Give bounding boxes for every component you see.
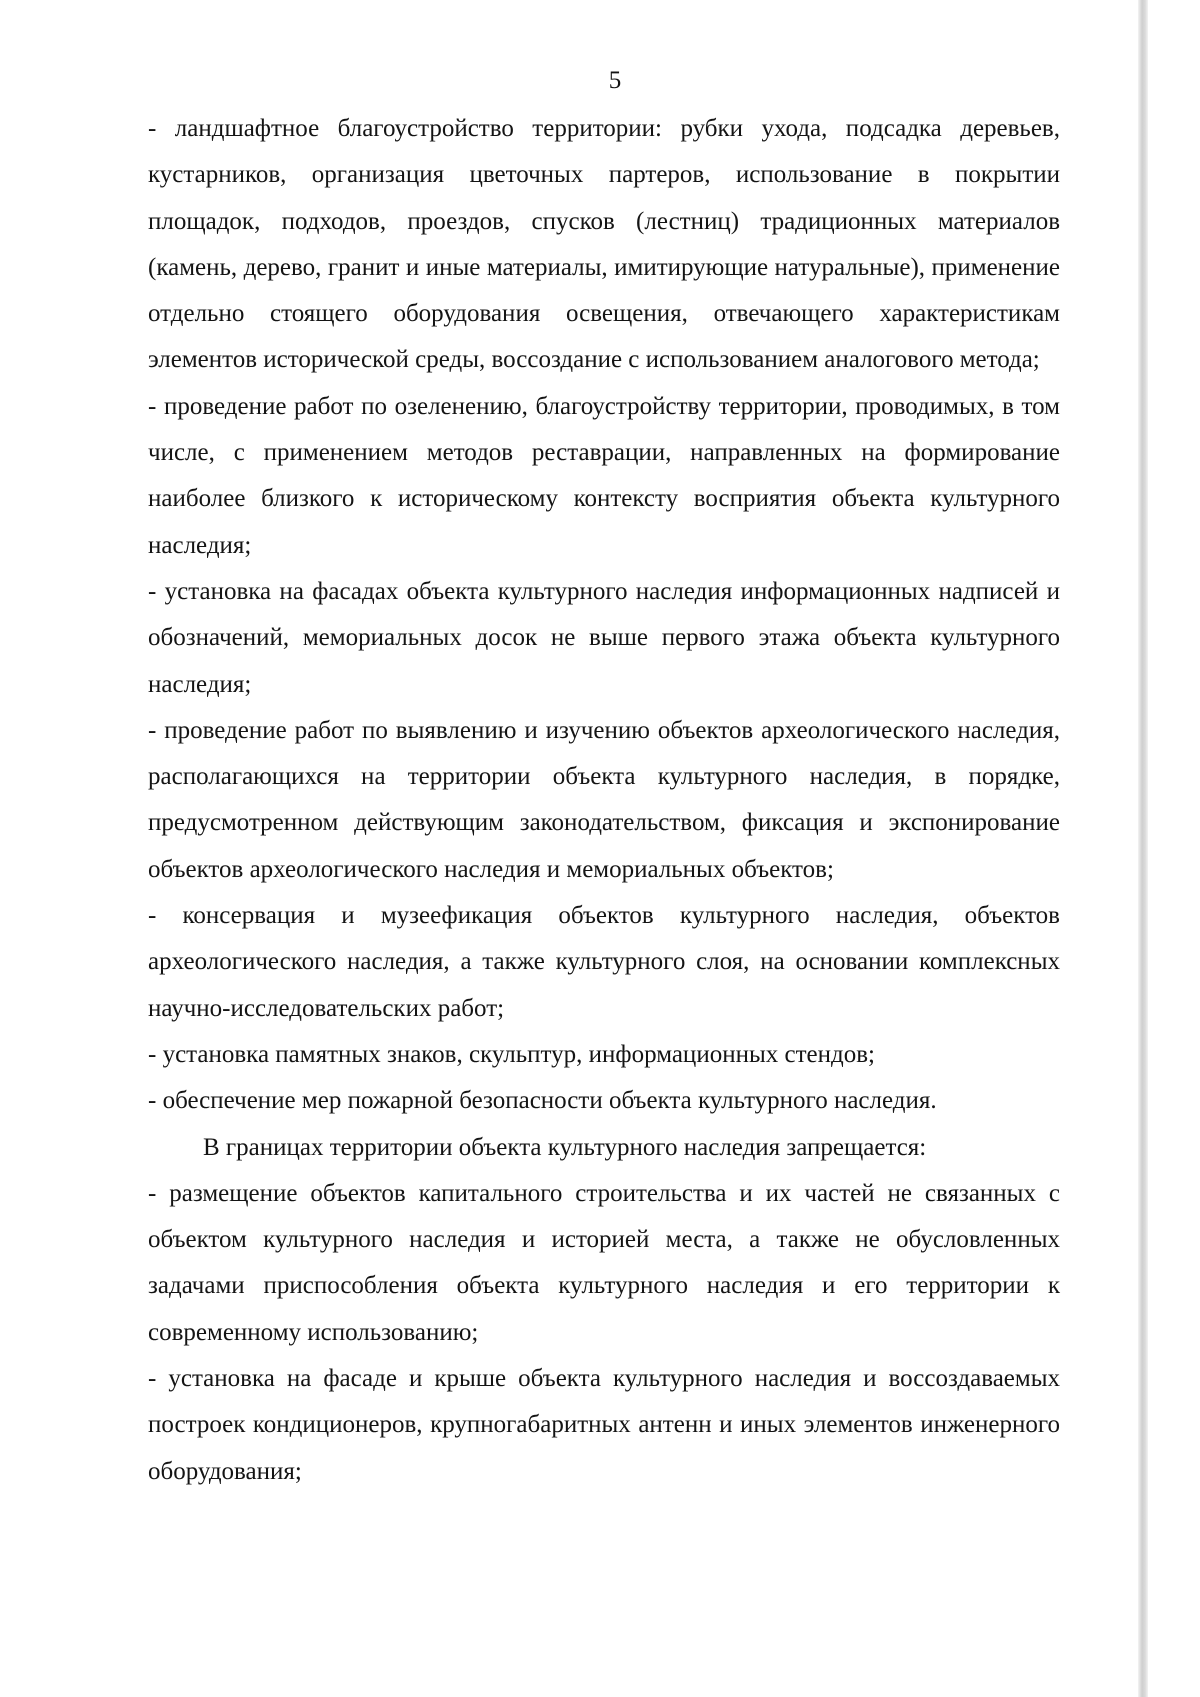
list-item-capital-construction: - размещение объектов капитального строительства и их частей не связанных с объектом культурного наследия и историей места, а также не обусловленных задачами приспособления объекта культурного наследия и его территории к современному использованию; xyxy=(148,1179,1060,1346)
section-heading-prohibited: В границах территории объекта культурного наследия запрещается: xyxy=(203,1133,927,1161)
page-edge-shadow xyxy=(1138,0,1148,1697)
list-item-archaeological-works: - проведение работ по выявлению и изучению объектов археологического наследия, располагающихся на территории объекта культурного наследия, в порядке, предусмотренном действующим законодательством, фиксация и экспонирование объектов археологического наследия и мемориальных объектов; xyxy=(148,716,1060,883)
list-item-landscaping: - ландшафтное благоустройство территории: рубки ухода, подсадка деревьев, кустарников, организация цветочных партеров, использование в покрытии площадок, подходов, проездов, спусков (лестниц) традиционных материалов (камень, дерево, гранит и иные материалы, имитирующие натуральные), применение отдельно стоящего оборудования освещения, отвечающего характеристикам элементов исторической среды, воссоздание с использованием аналогового метода; xyxy=(148,115,1060,374)
page-number: 5 xyxy=(608,67,622,94)
list-item-fire-safety: - обеспечение мер пожарной безопасности объекта культурного наследия. xyxy=(148,1087,937,1115)
list-item-memorial-signs: - установка памятных знаков, скульптур, информационных стендов; xyxy=(148,1040,875,1068)
document-body xyxy=(148,106,1060,1495)
list-item-conservation: - консервация и музеефикация объектов культурного наследия, объектов археологического наследия, а также культурного слоя, на основании комплексных научно-исследовательских работ; xyxy=(148,902,1060,1022)
list-item-greening-works: - проведение работ по озеленению, благоустройству территории, проводимых, в том числе, с применением методов реставрации, направленных на формирование наиболее близкого к историческому контексту восприятия объекта культурного наследия; xyxy=(148,392,1060,559)
list-item-facade-signage: - установка на фасадах объекта культурного наследия информационных надписей и обозначений, мемориальных досок не выше первого этажа объекта культурного наследия; xyxy=(148,577,1060,698)
list-item-equipment-installation: - установка на фасаде и крыше объекта культурного наследия и воссоздаваемых построек кондиционеров, крупногабаритных антенн и иных элементов инженерного оборудования; xyxy=(148,1365,1060,1485)
